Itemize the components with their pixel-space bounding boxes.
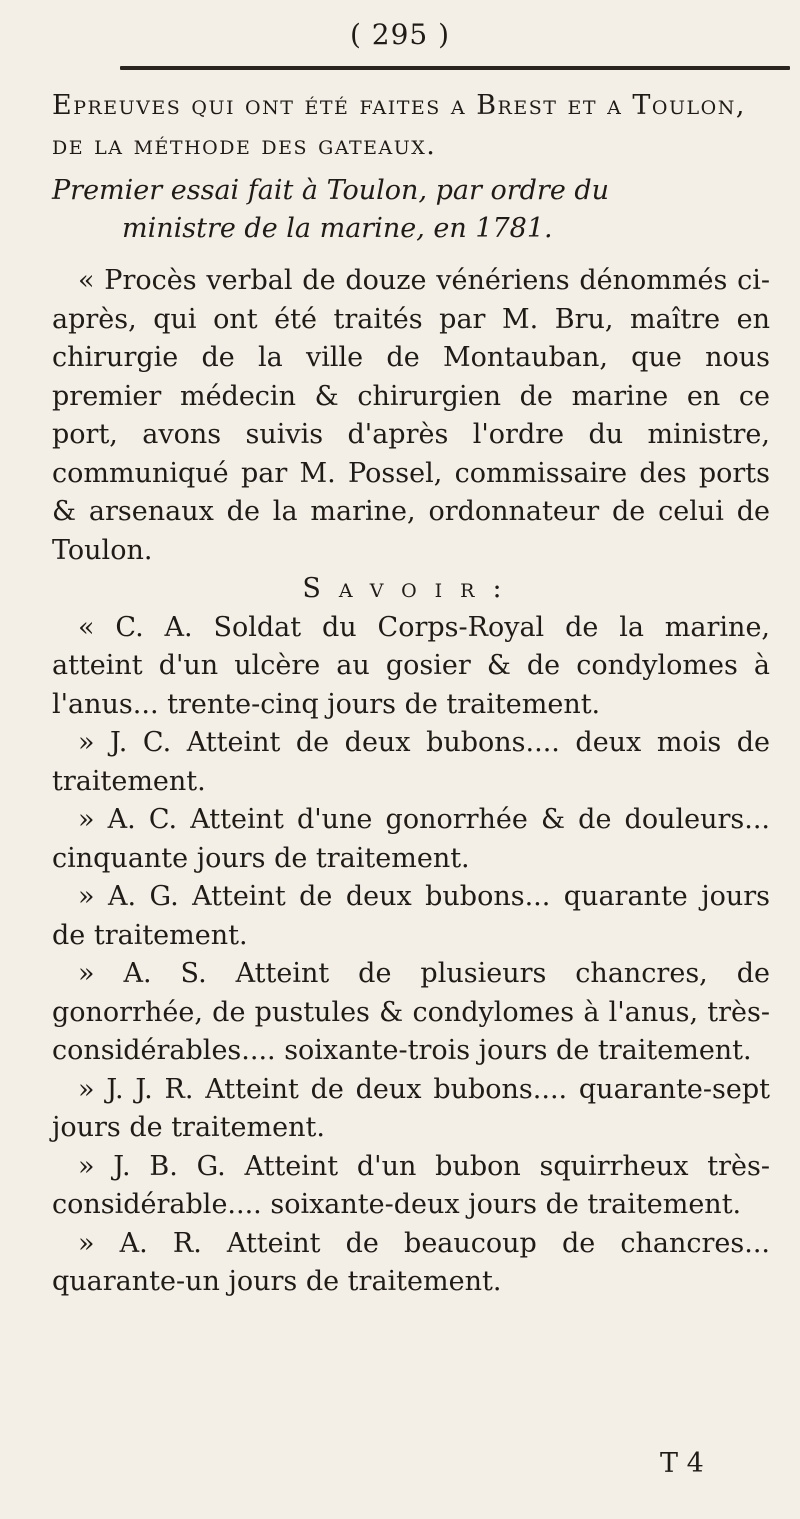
entry-paragraph: « C. A. Soldat du Corps-Royal de la marine, atteint d'un ulcère au gosier & de condylomes à l'anus... trente-cinq jours de traitement.: [52, 611, 770, 720]
entry-paragraph: » A. R. Atteint de beaucoup de chancres... quarante-un jours de traitement.: [52, 1227, 770, 1297]
intro-paragraph: « Procès verbal de douze vénériens dénommés ci-après, qui ont été traités par M. Bru, maître en chirurgie de la ville de Montauban, que nous premier médecin & chirurgien de marine en ce port, avons suivis d'après l'ordre du ministre, communiqué par M. Possel, commissaire des ports & arsenaux de la marine, ordonnateur de celui de Toulon.: [52, 265, 770, 566]
entry-paragraph: » A. G. Atteint de deux bubons... quarante jours de traitement.: [52, 881, 770, 951]
entry-paragraph: » A. C. Atteint d'une gonorrhée & de douleurs... cinquante jours de traitement.: [52, 804, 770, 874]
page-content: [52, 86, 770, 1302]
entry-paragraph: » J. C. Atteint de deux bubons.... deux mois de traitement.: [52, 727, 770, 797]
entry-paragraph: » J. J. R. Atteint de deux bubons.... quarante-sept jours de traitement.: [52, 1073, 770, 1143]
subheading-line-1: Premier essai fait à Toulon, par ordre du: [52, 175, 610, 206]
entry-paragraph: » A. S. Atteint de plusieurs chancres, de gonorrhée, de pustules & condylomes à l'anus, très-considérables.... soixante-trois jours de traitement.: [52, 958, 770, 1066]
catchword-signature: T 4: [660, 1448, 704, 1479]
savoir-heading: Savoir:: [302, 573, 520, 604]
page-number: ( 295 ): [349, 18, 451, 51]
section-subheading: [52, 172, 770, 248]
section-heading: Epreuves qui ont été faites a Brest et a Toulon, de la méthode des gateaux.: [52, 90, 746, 161]
header-rule: [120, 66, 790, 70]
entry-paragraph: » J. B. G. Atteint d'un bubon squirrheux très-considérable.... soixante-deux jours de traitement.: [52, 1150, 770, 1220]
subheading-line-2: ministre de la marine, en 1781.: [122, 213, 553, 244]
